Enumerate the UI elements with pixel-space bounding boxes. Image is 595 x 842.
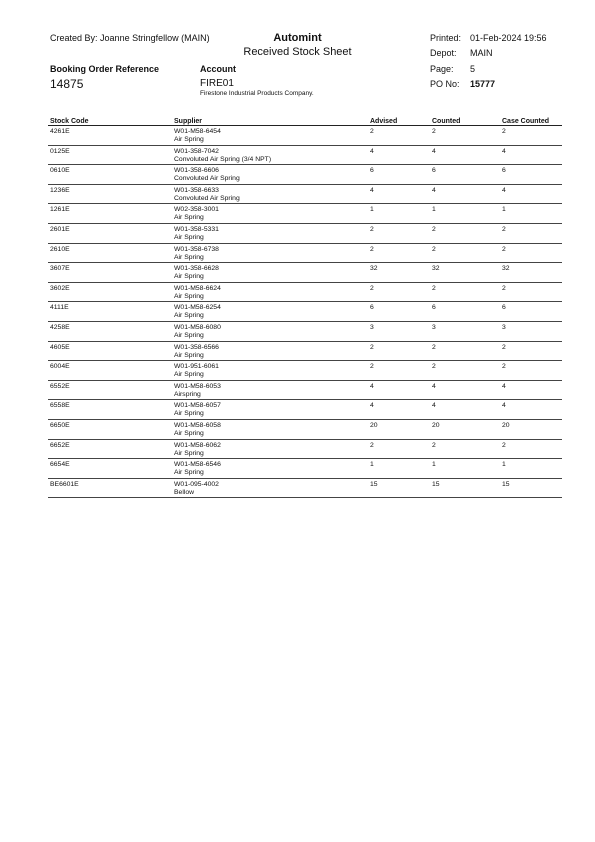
column-header-supplier: Supplier bbox=[174, 118, 203, 125]
counted-cell: 2 bbox=[432, 363, 436, 371]
supplier-code: W01-M58-6546 bbox=[174, 461, 221, 469]
item-description: Air Spring bbox=[174, 273, 204, 281]
account-label: Account bbox=[200, 64, 236, 74]
supplier-cell bbox=[174, 481, 370, 498]
counted-cell: 2 bbox=[432, 225, 436, 233]
supplier-code: W01-358-6566 bbox=[174, 343, 219, 351]
created-by-label: Created By: bbox=[50, 33, 98, 43]
counted-cell: 15 bbox=[432, 480, 440, 488]
supplier-code: W01-358-6628 bbox=[174, 265, 219, 273]
supplier-cell bbox=[174, 461, 370, 478]
supplier-cell bbox=[174, 285, 370, 302]
table-row bbox=[48, 224, 562, 244]
supplier-code: W01-358-7042 bbox=[174, 147, 219, 155]
column-header-counted: Counted bbox=[432, 118, 461, 125]
item-description: Air Spring bbox=[174, 410, 204, 418]
case-counted-cell: 1 bbox=[502, 206, 506, 214]
counted-cell: 4 bbox=[432, 382, 436, 390]
advised-cell: 1 bbox=[370, 461, 374, 469]
supplier-cell bbox=[174, 226, 370, 243]
item-description: Air Spring bbox=[174, 351, 204, 359]
item-description: Air Spring bbox=[174, 292, 204, 300]
case-counted-cell: 6 bbox=[502, 304, 506, 312]
counted-cell: 6 bbox=[432, 167, 436, 175]
counted-cell: 32 bbox=[432, 265, 440, 273]
advised-cell: 3 bbox=[370, 323, 374, 331]
company-name: Automint bbox=[273, 32, 322, 44]
stock-code-cell: 6652E bbox=[50, 441, 70, 449]
item-description: Air Spring bbox=[174, 429, 204, 437]
supplier-cell bbox=[174, 383, 370, 400]
advised-cell: 32 bbox=[370, 265, 378, 273]
supplier-cell bbox=[174, 128, 370, 145]
item-description: Convoluted Air Spring (3/4 NPT) bbox=[174, 155, 272, 163]
table-row bbox=[48, 165, 562, 185]
booking-order-value: 14875 bbox=[50, 77, 84, 91]
case-counted-cell: 15 bbox=[502, 480, 510, 488]
supplier-cell bbox=[174, 304, 370, 321]
advised-cell: 20 bbox=[370, 421, 378, 429]
stock-code-cell: 2610E bbox=[50, 245, 70, 253]
table-row bbox=[48, 204, 562, 224]
supplier-code: W01-095-4002 bbox=[174, 480, 219, 488]
supplier-code: W01-358-6606 bbox=[174, 167, 219, 175]
stock-code-cell: 6558E bbox=[50, 402, 70, 410]
table-row bbox=[48, 361, 562, 381]
supplier-code: W01-358-5331 bbox=[174, 225, 219, 233]
stock-table bbox=[48, 113, 562, 498]
printed-label: Printed: bbox=[430, 33, 462, 43]
supplier-cell bbox=[174, 324, 370, 341]
case-counted-cell: 4 bbox=[502, 382, 506, 390]
item-description: Air Spring bbox=[174, 331, 204, 339]
supplier-cell bbox=[174, 246, 370, 263]
case-counted-cell: 20 bbox=[502, 421, 510, 429]
booking-order-label: Booking Order Reference bbox=[50, 64, 160, 74]
po-value: 15777 bbox=[470, 79, 496, 89]
created-by bbox=[50, 33, 210, 43]
item-description: Airspring bbox=[174, 390, 201, 398]
supplier-code: W01-358-6738 bbox=[174, 245, 219, 253]
stock-code-cell: BE6601E bbox=[50, 480, 79, 488]
supplier-cell bbox=[174, 206, 370, 223]
supplier-cell bbox=[174, 265, 370, 282]
table-row bbox=[48, 420, 562, 440]
case-counted-cell: 4 bbox=[502, 402, 506, 410]
counted-cell: 2 bbox=[432, 245, 436, 253]
case-counted-cell: 1 bbox=[502, 461, 506, 469]
table-row bbox=[48, 479, 562, 499]
table-body bbox=[48, 126, 562, 498]
supplier-code: W02-358-3001 bbox=[174, 206, 219, 214]
advised-cell: 6 bbox=[370, 167, 374, 175]
item-description: Air Spring bbox=[174, 469, 204, 477]
counted-cell: 1 bbox=[432, 206, 436, 214]
account-name: Firestone Industrial Products Company. bbox=[200, 90, 314, 97]
supplier-cell bbox=[174, 442, 370, 459]
stock-code-cell: 6654E bbox=[50, 461, 70, 469]
counted-cell: 4 bbox=[432, 147, 436, 155]
item-description: Air Spring bbox=[174, 233, 204, 241]
counted-cell: 20 bbox=[432, 421, 440, 429]
page-label: Page: bbox=[430, 64, 454, 74]
stock-code-cell: 4261E bbox=[50, 128, 70, 135]
stock-code-cell: 4111E bbox=[50, 304, 69, 312]
table-row bbox=[48, 185, 562, 205]
created-by-value: Joanne Stringfellow (MAIN) bbox=[100, 33, 210, 43]
case-counted-cell: 2 bbox=[502, 245, 506, 253]
advised-cell: 4 bbox=[370, 186, 374, 194]
case-counted-cell: 2 bbox=[502, 225, 506, 233]
supplier-code: W01-358-6633 bbox=[174, 186, 219, 194]
supplier-code: W01-M58-6062 bbox=[174, 441, 221, 449]
table-row bbox=[48, 440, 562, 460]
advised-cell: 4 bbox=[370, 402, 374, 410]
stock-code-cell: 4605E bbox=[50, 343, 70, 351]
advised-cell: 2 bbox=[370, 363, 374, 371]
table-row bbox=[48, 146, 562, 166]
supplier-cell bbox=[174, 422, 370, 439]
item-description: Air Spring bbox=[174, 449, 204, 457]
supplier-code: W01-M58-6080 bbox=[174, 323, 221, 331]
column-header-case-counted: Case Counted bbox=[502, 118, 550, 125]
case-counted-cell: 6 bbox=[502, 167, 506, 175]
advised-cell: 4 bbox=[370, 147, 374, 155]
counted-cell: 4 bbox=[432, 402, 436, 410]
stock-code-cell: 3607E bbox=[50, 265, 70, 273]
counted-cell: 3 bbox=[432, 323, 436, 331]
stock-code-cell: 4258E bbox=[50, 323, 70, 331]
advised-cell: 4 bbox=[370, 382, 374, 390]
stock-code-cell: 2601E bbox=[50, 225, 70, 233]
stock-code-cell: 0125E bbox=[50, 147, 70, 155]
case-counted-cell: 2 bbox=[502, 128, 506, 135]
supplier-code: W01-M58-6053 bbox=[174, 382, 221, 390]
advised-cell: 2 bbox=[370, 128, 374, 135]
supplier-code: W01-M58-6057 bbox=[174, 402, 221, 410]
column-header-stock-code: Stock Code bbox=[50, 118, 89, 125]
stock-code-cell: 1261E bbox=[50, 206, 70, 214]
advised-cell: 1 bbox=[370, 206, 374, 214]
advised-cell: 2 bbox=[370, 245, 374, 253]
table-row bbox=[48, 342, 562, 362]
table-row bbox=[48, 126, 562, 146]
counted-cell: 2 bbox=[432, 284, 436, 292]
supplier-code: W01-M58-6624 bbox=[174, 284, 221, 292]
item-description: Convoluted Air Spring bbox=[174, 175, 240, 183]
case-counted-cell: 3 bbox=[502, 323, 506, 331]
case-counted-cell: 2 bbox=[502, 363, 506, 371]
depot-label: Depot: bbox=[430, 48, 457, 58]
stock-code-cell: 6650E bbox=[50, 421, 70, 429]
advised-cell: 2 bbox=[370, 284, 374, 292]
supplier-cell bbox=[174, 344, 370, 361]
table-row bbox=[48, 322, 562, 342]
table-row bbox=[48, 381, 562, 401]
supplier-cell bbox=[174, 167, 370, 184]
table-row bbox=[48, 459, 562, 479]
advised-cell: 6 bbox=[370, 304, 374, 312]
stock-code-cell: 6004E bbox=[50, 363, 70, 371]
supplier-code: W01-M58-6454 bbox=[174, 128, 221, 135]
case-counted-cell: 4 bbox=[502, 147, 506, 155]
supplier-code: W01-M58-6254 bbox=[174, 304, 221, 312]
case-counted-cell: 32 bbox=[502, 265, 510, 273]
stock-code-cell: 6552E bbox=[50, 382, 70, 390]
case-counted-cell: 2 bbox=[502, 284, 506, 292]
counted-cell: 4 bbox=[432, 186, 436, 194]
advised-cell: 15 bbox=[370, 480, 378, 488]
advised-cell: 2 bbox=[370, 225, 374, 233]
printed-value: 01-Feb-2024 19:56 bbox=[470, 33, 547, 43]
supplier-code: W01-M58-6058 bbox=[174, 421, 221, 429]
item-description: Bellow bbox=[174, 488, 195, 496]
table-row bbox=[48, 400, 562, 420]
document-title: Received Stock Sheet bbox=[243, 46, 352, 58]
item-description: Air Spring bbox=[174, 136, 204, 143]
table-header bbox=[48, 113, 562, 126]
counted-cell: 2 bbox=[432, 343, 436, 351]
case-counted-cell: 2 bbox=[502, 343, 506, 351]
item-description: Air Spring bbox=[174, 214, 204, 222]
item-description: Air Spring bbox=[174, 253, 204, 261]
table-row bbox=[48, 244, 562, 264]
advised-cell: 2 bbox=[370, 343, 374, 351]
counted-cell: 6 bbox=[432, 304, 436, 312]
supplier-cell bbox=[174, 402, 370, 419]
depot-value: MAIN bbox=[470, 48, 493, 58]
advised-cell: 2 bbox=[370, 441, 374, 449]
stock-code-cell: 1236E bbox=[50, 186, 70, 194]
table-row bbox=[48, 283, 562, 303]
supplier-cell bbox=[174, 363, 370, 380]
case-counted-cell: 2 bbox=[502, 441, 506, 449]
table-row bbox=[48, 302, 562, 322]
stock-code-cell: 3602E bbox=[50, 284, 70, 292]
case-counted-cell: 4 bbox=[502, 186, 506, 194]
item-description: Air Spring bbox=[174, 371, 204, 379]
counted-cell: 1 bbox=[432, 461, 436, 469]
column-header-advised: Advised bbox=[370, 118, 398, 125]
stock-code-cell: 0610E bbox=[50, 167, 70, 175]
supplier-cell bbox=[174, 187, 370, 204]
page-value: 5 bbox=[470, 64, 476, 74]
counted-cell: 2 bbox=[432, 441, 436, 449]
item-description: Air Spring bbox=[174, 312, 204, 320]
item-description: Convoluted Air Spring bbox=[174, 194, 240, 202]
po-label: PO No: bbox=[430, 79, 460, 89]
counted-cell: 2 bbox=[432, 128, 436, 135]
supplier-code: W01-951-6061 bbox=[174, 363, 219, 371]
supplier-cell bbox=[174, 148, 370, 165]
table-row bbox=[48, 263, 562, 283]
account-code: FIRE01 bbox=[200, 78, 234, 89]
